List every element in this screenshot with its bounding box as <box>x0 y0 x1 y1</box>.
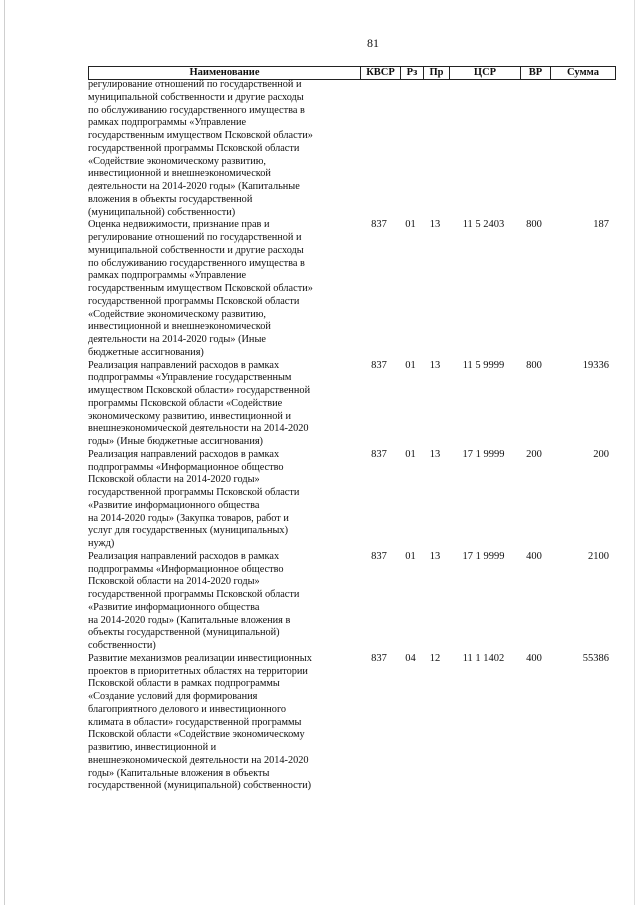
row-name: Развитие механизмов реализации инвестиционных проектов в приоритетных областях на территории Псковской области в рамках подпрограммы «Создание условий для формирования благоприятного делового и инвестиционного климата в области» государственной программы Псковской области «Содействие экономическому развитию, инвестиционной и внешнеэкономической деятельности на 2014-2020 годы» (Капитальные вложения в объекты государственной (муниципальной) собственности) <box>88 652 312 792</box>
table-row <box>88 219 616 359</box>
table-body <box>88 79 616 793</box>
row-sum: 2100 <box>588 550 609 562</box>
header-rz: Рз <box>400 67 423 79</box>
row-vr: 400 <box>526 652 542 664</box>
table-header <box>88 66 616 80</box>
row-kvsr: 837 <box>371 652 387 664</box>
scan-edge-right <box>634 0 635 905</box>
row-rz: 01 <box>405 550 416 562</box>
table-row <box>88 360 616 449</box>
row-kvsr: 837 <box>371 448 387 460</box>
row-csr: 11 1 1402 <box>462 652 505 664</box>
row-vr: 400 <box>526 550 542 562</box>
table-row <box>88 551 616 653</box>
row-sum: 55386 <box>582 652 609 664</box>
header-sum: Сумма <box>550 67 615 79</box>
row-csr: 11 5 9999 <box>462 359 505 371</box>
row-name: Реализация направлений расходов в рамках подпрограммы «Управление государственным имуществом Псковской области» государственной программы Псковской области «Содействие экономическому развитию, инвестиционной и внешнеэкономической деятельности на 2014-2020 годы» (Иные бюджетные ассигнования) <box>88 359 311 447</box>
row-name: Реализация направлений расходов в рамках подпрограммы «Информационное общество Псковской области на 2014-2020 годы» государственной программы Псковской области «Развитие информационного общества на 2014-2020 годы» (Капитальные вложения в объекты государственной (муниципальной) собственности) <box>88 550 300 651</box>
row-sum: 200 <box>593 448 609 460</box>
row-kvsr: 837 <box>371 550 387 562</box>
table-row <box>88 653 616 793</box>
row-pr: 13 <box>429 550 441 562</box>
row-kvsr: 837 <box>371 219 387 231</box>
row-rz: 01 <box>405 359 416 371</box>
table-row <box>88 449 616 551</box>
header-csr: ЦСР <box>449 67 520 79</box>
header-vr: ВР <box>520 67 550 79</box>
row-vr: 800 <box>526 219 542 231</box>
row-pr: 12 <box>429 652 441 664</box>
row-pr: 13 <box>429 359 441 371</box>
row-rz: 01 <box>405 219 416 231</box>
page-number: 81 <box>367 36 379 50</box>
row-pr: 13 <box>429 448 441 460</box>
row-vr: 800 <box>526 359 542 371</box>
row-sum: 19336 <box>582 359 609 371</box>
header-pr: Пр <box>423 67 449 79</box>
row-pr: 13 <box>429 219 441 231</box>
row-csr: 17 1 9999 <box>462 448 505 460</box>
row-csr: 11 5 2403 <box>462 219 505 231</box>
scan-edge-left <box>4 0 5 905</box>
row-csr: 17 1 9999 <box>462 550 505 562</box>
row-kvsr: 837 <box>371 359 387 371</box>
row-name: Реализация направлений расходов в рамках подпрограммы «Информационное общество Псковской области на 2014-2020 годы» государственной программы Псковской области «Развитие информационного общества на 2014-2020 годы» (Закупка товаров, работ и услуг для государственных (муниципальных) нужд) <box>88 448 300 549</box>
row-rz: 04 <box>405 652 416 664</box>
row-sum: 187 <box>593 219 609 231</box>
row-name: регулирование отношений по государственной и муниципальной собственности и другие расходы по обслуживанию государственного имущества в рамках подпрограммы «Управление государственным имуществом Псковской области» государственной программы Псковской области «Содействие экономическому развитию, инвестиционной и внешнеэкономической деятельности на 2014-2020 годы» (Капитальные вложения в объекты государственной (муниципальной) собственности) <box>88 79 313 218</box>
row-rz: 01 <box>405 448 416 460</box>
header-name: Наименование <box>189 67 260 78</box>
row-vr: 200 <box>526 448 542 460</box>
header-kvsr: КВСР <box>360 67 400 79</box>
table-row <box>88 79 616 219</box>
row-name: Оценка недвижимости, признание прав и регулирование отношений по государственной и муниципальной собственности и другие расходы по обслуживанию государственного имущества в рамках подпрограммы «Управление государственным имуществом Псковской области» государственной программы Псковской области «Содействие экономическому развитию, инвестиционной и внешнеэкономической деятельности на 2014-2020 годы» (Иные бюджетные ассигнования) <box>88 219 313 358</box>
